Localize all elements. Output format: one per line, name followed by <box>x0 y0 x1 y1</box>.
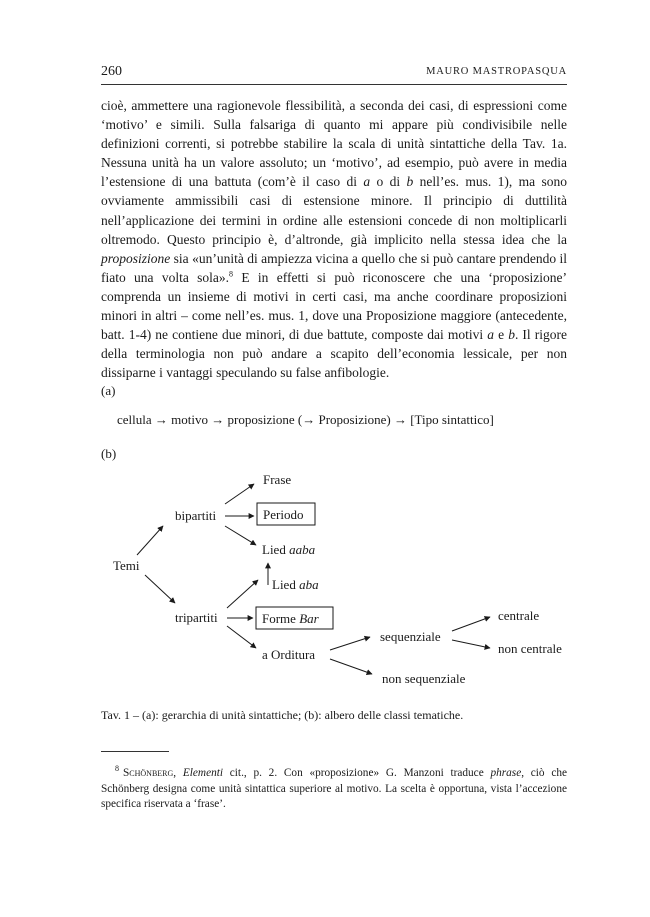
edge-bipartiti-frase <box>225 484 254 504</box>
text-run: cit., p. 2. Con «proposizione» G. Manzoni traduce <box>223 767 491 779</box>
running-author: MAURO MASTROPASQUA <box>426 66 567 77</box>
node-non-sequenziale: non sequenziale <box>382 671 466 686</box>
arrow-right-icon: → <box>211 412 225 427</box>
node-orditura: a Orditura <box>262 647 316 662</box>
italic-term: proposizione <box>101 250 171 266</box>
node-temi: Temi <box>113 558 140 573</box>
arrow-right-icon: → <box>154 412 168 427</box>
node-periodo: Periodo <box>263 507 304 522</box>
edge-orditura-non-sequenziale <box>330 659 372 674</box>
footnote-ref[interactable]: 8 <box>229 269 234 279</box>
edge-sequenziale-centrale <box>452 617 490 631</box>
chain-tipo-sintattico: [Tipo sintattico] <box>410 412 494 427</box>
arrow-right-icon: → <box>393 412 407 427</box>
edge-tripartiti-orditura <box>227 626 256 648</box>
edge-bipartiti-lied-aaba <box>225 526 256 545</box>
figure-label-a: (a) <box>101 383 116 398</box>
italic-var: b <box>406 174 414 190</box>
footnote-term: phrase <box>490 767 522 779</box>
footnote-mark: 8 <box>115 764 119 774</box>
node-forme-bar: Forme Bar <box>262 611 319 626</box>
text-run: . Il rigore della terminologia non può andare a scapito dell’economia lessicale, per non dissiparne i vantaggi speculando su false anfibologie. <box>101 327 567 381</box>
text-run: cioè, ammettere una ragionevole flessibilità, a seconda dei casi, di espressioni come ‘motivo’ e simili. Sulla falsariga di quanto mi appare più condivisibile nelle definizioni correnti, si potrebbe stabilire la scala di unità sintattiche della Tav. 1a. Nessuna unità ha un valore assoluto; un ‘motivo’, ad esempio, può avere in media l’estensione di una battuta (com’è il caso di <box>101 98 567 190</box>
edge-orditura-sequenziale <box>330 637 370 650</box>
page-number: 260 <box>101 64 122 79</box>
italic-var: b <box>508 327 515 343</box>
text-run: sia «un’unità di ampiezza vicina a quello che si può cantare prendendo il fiato una volta sola». <box>101 250 567 285</box>
italic-var: a <box>363 174 371 190</box>
edge-sequenziale-non-centrale <box>452 640 490 648</box>
edge-temi-bipartiti <box>137 526 163 555</box>
text-run: , ciò che Schönberg designa come unità sintattica superiore al motivo. La scelta è opportuna, vista l’accezione specifica riservata a ‘frase’. <box>101 767 568 811</box>
footnote-separator <box>101 751 169 752</box>
text-run: E in effetti si può riconoscere che una ‘proposizione’ comprenda un insieme di motivi in certi casi, ma anche coordinare proposizioni minori in altri – come nell’es. mus. 1, dove una Proposizione maggiore (antecedente, batt. 1-4) ne contiene due minori, di due battute, composte dai motivi <box>101 269 567 343</box>
edge-temi-tripartiti <box>145 575 175 603</box>
node-non-centrale: non centrale <box>498 641 562 656</box>
chain-motivo: motivo <box>171 412 208 427</box>
italic-var: a <box>487 327 494 343</box>
running-header <box>101 64 567 85</box>
chain-cellula: cellula <box>117 412 152 427</box>
node-frase: Frase <box>263 472 292 487</box>
chain-proposizione-major: (→ Proposizione) <box>297 412 391 427</box>
text-run: e <box>493 327 509 343</box>
node-centrale: centrale <box>498 608 540 623</box>
node-tripartiti: tripartiti <box>175 610 218 625</box>
node-sequenziale: sequenziale <box>380 629 441 644</box>
footnote-work: Elementi <box>182 767 224 779</box>
node-lied-aba: Lied aba <box>272 577 319 592</box>
footnote-author: Schönberg <box>123 767 174 779</box>
figure-label-b: (b) <box>101 446 117 461</box>
figure-caption: Tav. 1 – (a): gerarchia di unità sintattiche; (b): albero delle classi tematiche. <box>101 708 464 722</box>
thematic-class-tree <box>0 460 650 690</box>
unit-chain <box>117 412 494 428</box>
text-run: o di <box>370 174 407 190</box>
text-run: nell’es. mus. 1), ma sono ovviamente ammissibili casi di estensione minore. Il principio di duttilità nell’applicazione dei termini in ordine alle estensioni concede di non moltiplicarli oltremodo. Questo principio è, d’altronde, già implicito nella stessa idea che la <box>101 174 567 247</box>
body-paragraph <box>101 96 567 382</box>
node-bipartiti: bipartiti <box>175 508 217 523</box>
node-lied-aaba: Lied aaba <box>262 542 316 557</box>
chain-proposizione: proposizione <box>227 412 295 427</box>
footnote-8: $^8$ Schönberg, Elementi cit., p. 2. Con «proposizione» G. Manzoni traduce phrase, ciò che Schönberg designa come unità sintattica superiore al motivo. La scelta è opportuna, vista l’accezione specifica riservata a ‘frase’. <box>101 764 568 811</box>
edge-tripartiti-lied-aba <box>227 580 258 608</box>
